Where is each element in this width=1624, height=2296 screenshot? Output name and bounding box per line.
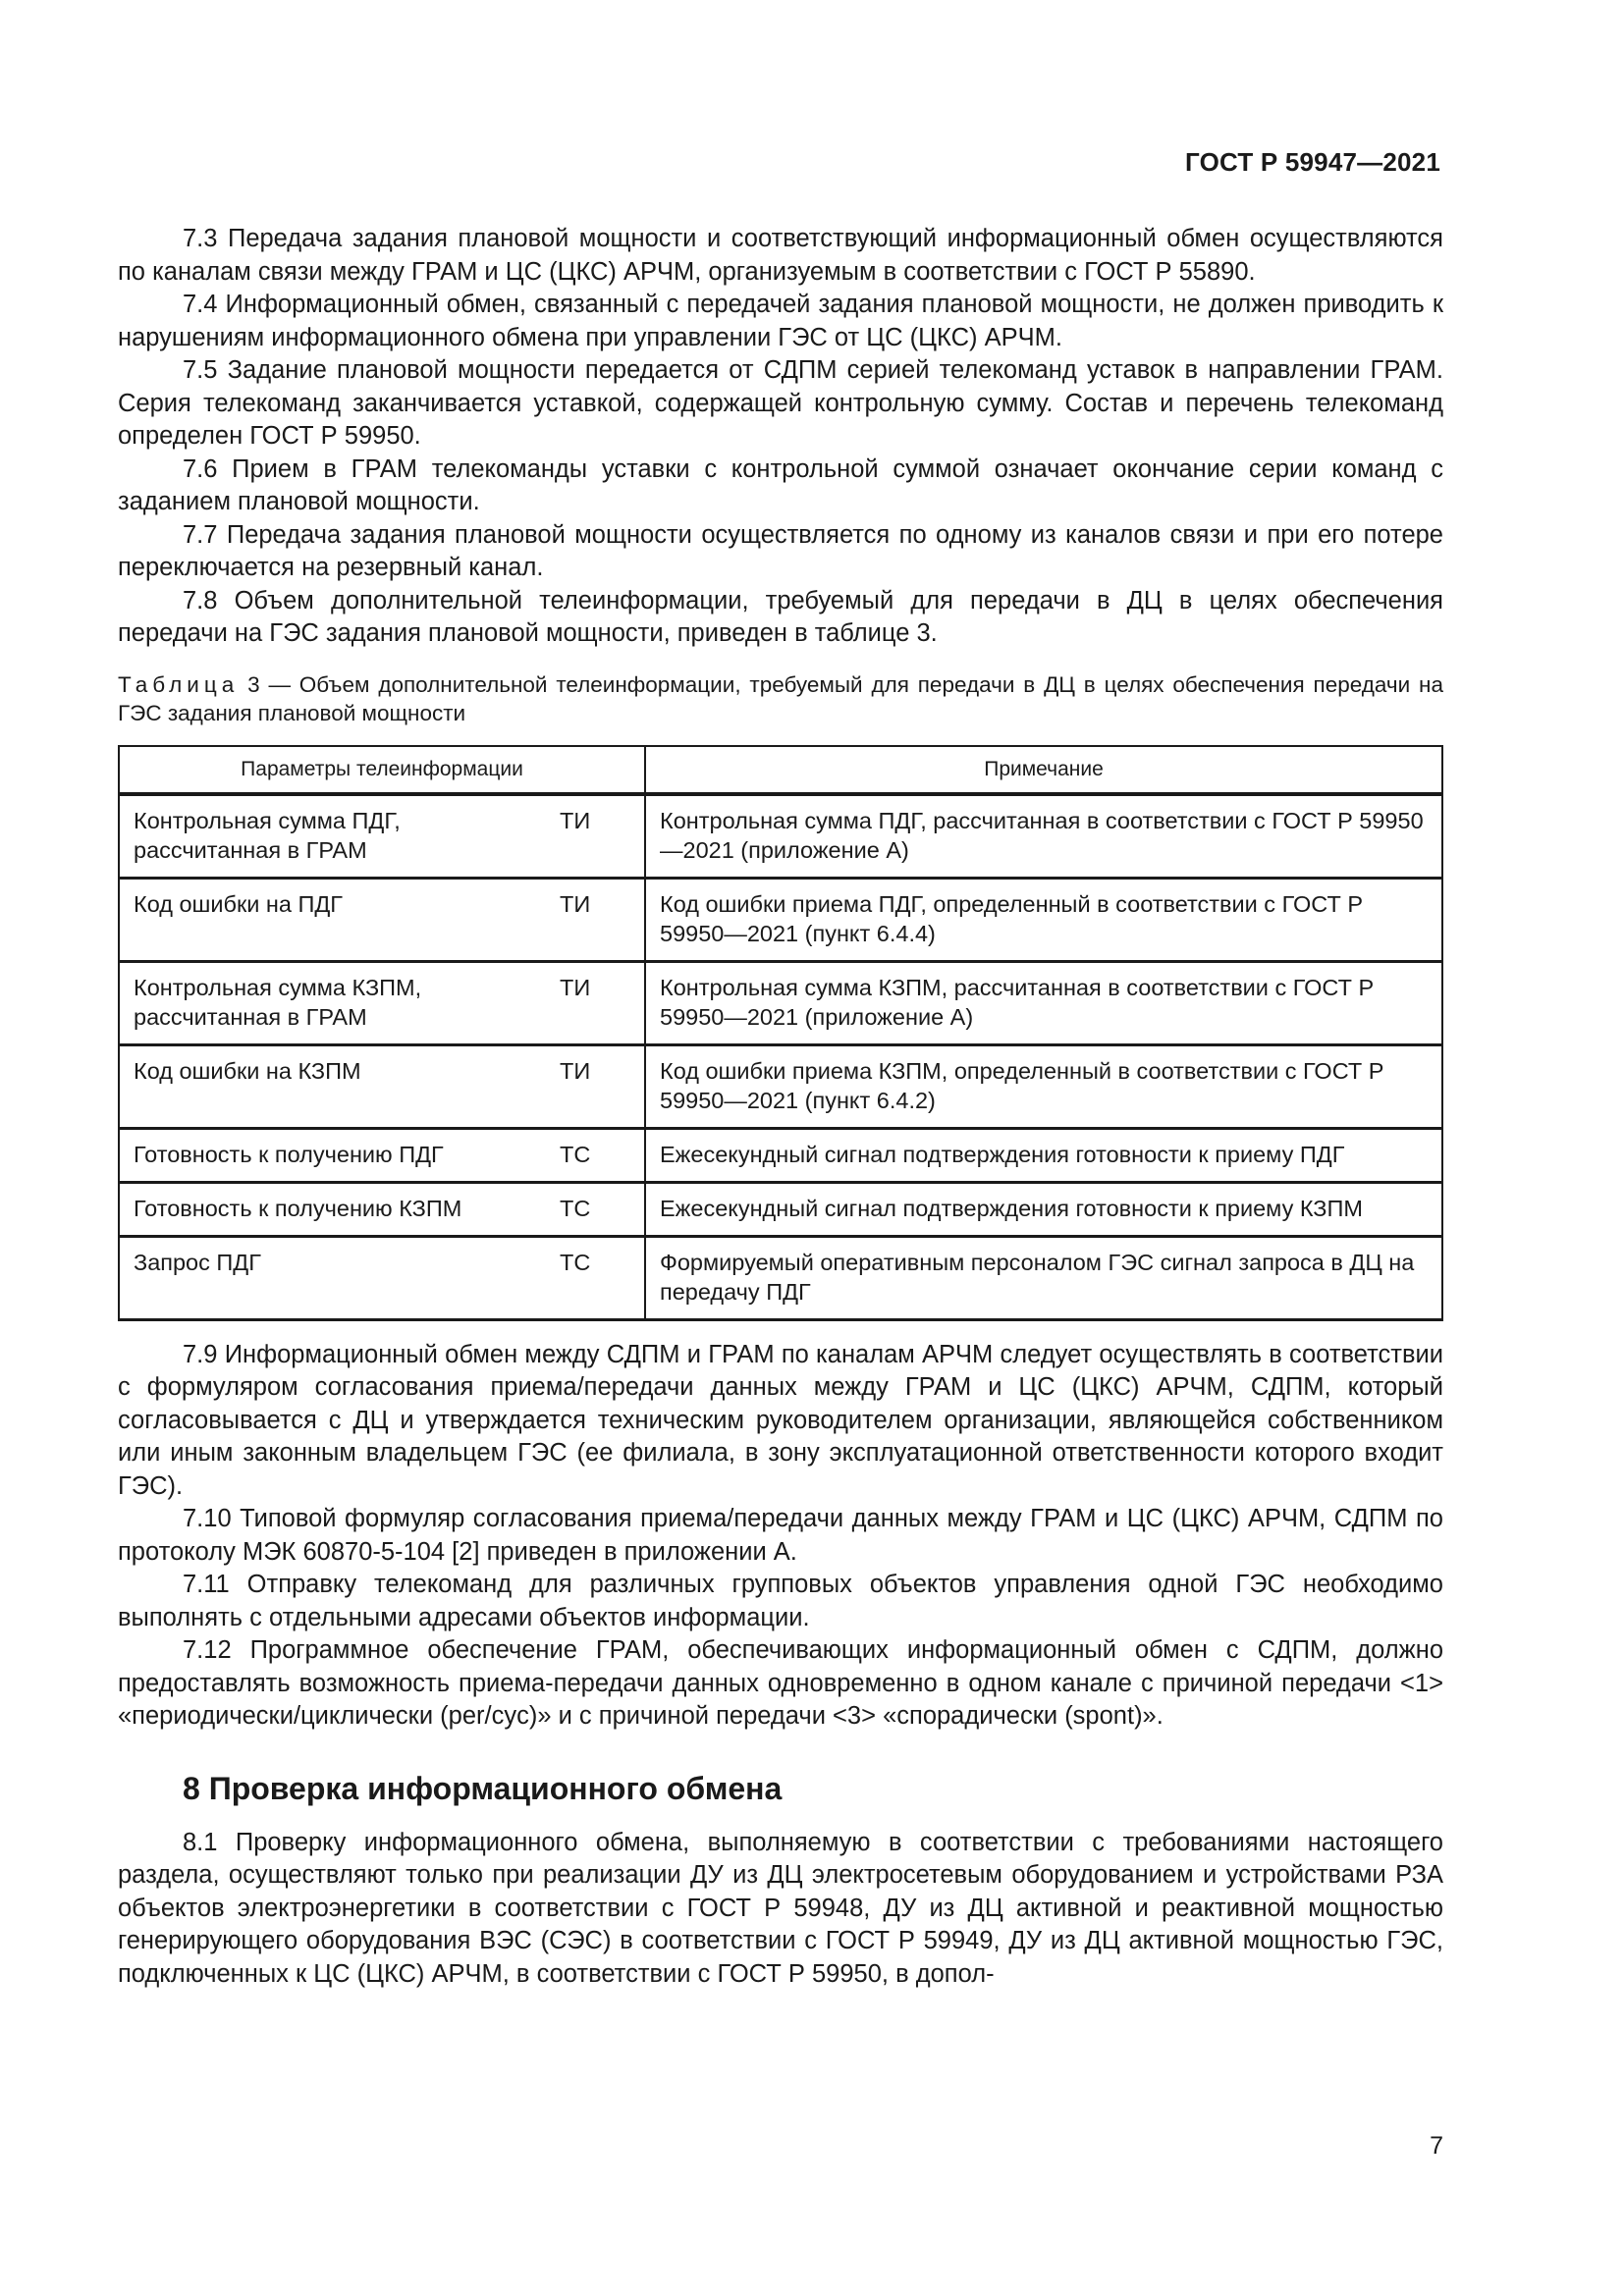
param-type: ТИ — [497, 1044, 645, 1128]
table-caption-label: Таблица — [118, 671, 240, 697]
param-note: Код ошибки приема КЗПМ, определенный в соответствии с ГОСТ Р 59950—2021 (пункт 6.4.2) — [645, 1044, 1442, 1128]
telemetry-table — [118, 745, 1443, 1321]
param-type: ТИ — [497, 878, 645, 961]
page-content — [118, 223, 1443, 1991]
paragraph-7-12: 7.12 Программное обеспечение ГРАМ, обеспечивающих информационный обмен с СДПМ, должно предоставлять возможность приема-передачи данных одновременно в одном канале с причиной передачи <1> «периодически/циклически (per/cyc)» и с причиной передачи <3> «спорадически (spont)». — [118, 1636, 1443, 1730]
table-row — [119, 1236, 1442, 1319]
table-caption-text: 3 — Объем дополнительной телеинформации, требуемый для передачи в ДЦ в целях обеспечения передачи на ГЭС задания плановой мощности — [118, 671, 1443, 725]
param-note: Ежесекундный сигнал подтверждения готовности к приему ПДГ — [645, 1128, 1442, 1182]
paragraph-7-3: 7.3 Передача задания плановой мощности и соответствующий информационный обмен осуществляются по каналам связи между ГРАМ и ЦС (ЦКС) АРЧМ, организуемым в соответствии с ГОСТ Р 55890. — [118, 225, 1443, 286]
paragraph-7-11: 7.11 Отправку телекоманд для различных групповых объектов управления одной ГЭС необходимо выполнять с отдельными адресами объектов информации. — [118, 1571, 1443, 1631]
header-note: Примечание — [645, 746, 1442, 794]
page-number: 7 — [1430, 2132, 1443, 2160]
param-type: ТИ — [497, 961, 645, 1044]
param-name: Контрольная сумма ПДГ, рассчитанная в ГРАМ — [119, 794, 497, 879]
param-note: Контрольная сумма КЗПМ, рассчитанная в соответствии с ГОСТ Р 59950—2021 (приложение А) — [645, 961, 1442, 1044]
param-note: Код ошибки приема ПДГ, определенный в соответствии с ГОСТ Р 59950—2021 (пункт 6.4.4) — [645, 878, 1442, 961]
param-note: Формируемый оперативным персоналом ГЭС сигнал запроса в ДЦ на передачу ПДГ — [645, 1236, 1442, 1319]
param-type: ТИ — [497, 794, 645, 879]
param-name: Контрольная сумма КЗПМ, рассчитанная в ГРАМ — [119, 961, 497, 1044]
paragraph-7-10: 7.10 Типовой формуляр согласования приема/передачи данных между ГРАМ и ЦС (ЦКС) АРЧМ, СДПМ по протоколу МЭК 60870-5-104 [2] приведен в приложении А. — [118, 1505, 1443, 1566]
param-name: Код ошибки на КЗПМ — [119, 1044, 497, 1128]
table-row — [119, 1182, 1442, 1236]
table-header-row — [119, 746, 1442, 794]
table-row — [119, 878, 1442, 961]
param-name: Готовность к получению КЗПМ — [119, 1182, 497, 1236]
param-name: Код ошибки на ПДГ — [119, 878, 497, 961]
paragraph-7-5: 7.5 Задание плановой мощности передается от СДПМ серией телекоманд уставок в направлении ГРАМ. Серия телекоманд заканчивается уставкой, содержащей контрольную сумму. Состав и перечень телекоманд определен ГОСТ Р 59950. — [118, 356, 1443, 450]
table-caption — [118, 670, 1443, 727]
standard-header: ГОСТ Р 59947—2021 — [1185, 147, 1440, 177]
param-note: Ежесекундный сигнал подтверждения готовности к приему КЗПМ — [645, 1182, 1442, 1236]
paragraph-7-7: 7.7 Передача задания плановой мощности осуществляется по одному из каналов связи и при его потере переключается на резервный канал. — [118, 520, 1443, 581]
paragraph-7-9: 7.9 Информационный обмен между СДПМ и ГРАМ по каналам АРЧМ следует осуществлять в соответствии с формуляром согласования приема/передачи данных между ГРАМ и ЦС (ЦКС) АРЧМ, СДПМ, который согласовывается с ДЦ и утверждается техническим руководителем организации, являющейся собственником или иным законным владельцем ГЭС (ее филиала, в зону эксплуатационной ответственности которого входит ГЭС). — [118, 1340, 1443, 1500]
paragraph-8-1: 8.1 Проверку информационного обмена, выполняемую в соответствии с требованиями настоящего раздела, осуществляют только при реализации ДУ из ДЦ электросетевым оборудованием и устройствами РЗА объектов электроэнергетики в соответствии с ГОСТ Р 59948, ДУ из ДЦ активной и реактивной мощностью генерирующего оборудования ВЭС (СЭС) в соответствии с ГОСТ Р 59949, ДУ из ДЦ активной мощностью ГЭС, подключенных к ЦС (ЦКС) АРЧМ, в соответствии с ГОСТ Р 59950, в допол- — [118, 1828, 1443, 1988]
param-type: ТС — [497, 1128, 645, 1182]
param-type: ТС — [497, 1236, 645, 1319]
header-parameters: Параметры телеинформации — [119, 746, 645, 794]
section-8-heading: 8 Проверка информационного обмена — [183, 1770, 783, 1806]
table-row — [119, 794, 1442, 879]
table-row — [119, 1128, 1442, 1182]
paragraph-7-8: 7.8 Объем дополнительной телеинформации, требуемый для передачи в ДЦ в целях обеспечения передачи на ГЭС задания плановой мощности, приведен в таблице 3. — [118, 586, 1443, 647]
paragraph-7-4: 7.4 Информационный обмен, связанный с передачей задания плановой мощности, не должен приводить к нарушениям информационного обмена при управлении ГЭС от ЦС (ЦКС) АРЧМ. — [118, 291, 1443, 351]
paragraph-7-6: 7.6 Прием в ГРАМ телекоманды уставки с контрольной суммой означает окончание серии команд с заданием плановой мощности. — [118, 454, 1443, 515]
param-name: Готовность к получению ПДГ — [119, 1128, 497, 1182]
param-note: Контрольная сумма ПДГ, рассчитанная в соответствии с ГОСТ Р 59950—2021 (приложение А) — [645, 794, 1442, 879]
table-row — [119, 961, 1442, 1044]
after-table-block — [118, 1339, 1443, 1734]
param-type: ТС — [497, 1182, 645, 1236]
table-row — [119, 1044, 1442, 1128]
param-name: Запрос ПДГ — [119, 1236, 497, 1319]
